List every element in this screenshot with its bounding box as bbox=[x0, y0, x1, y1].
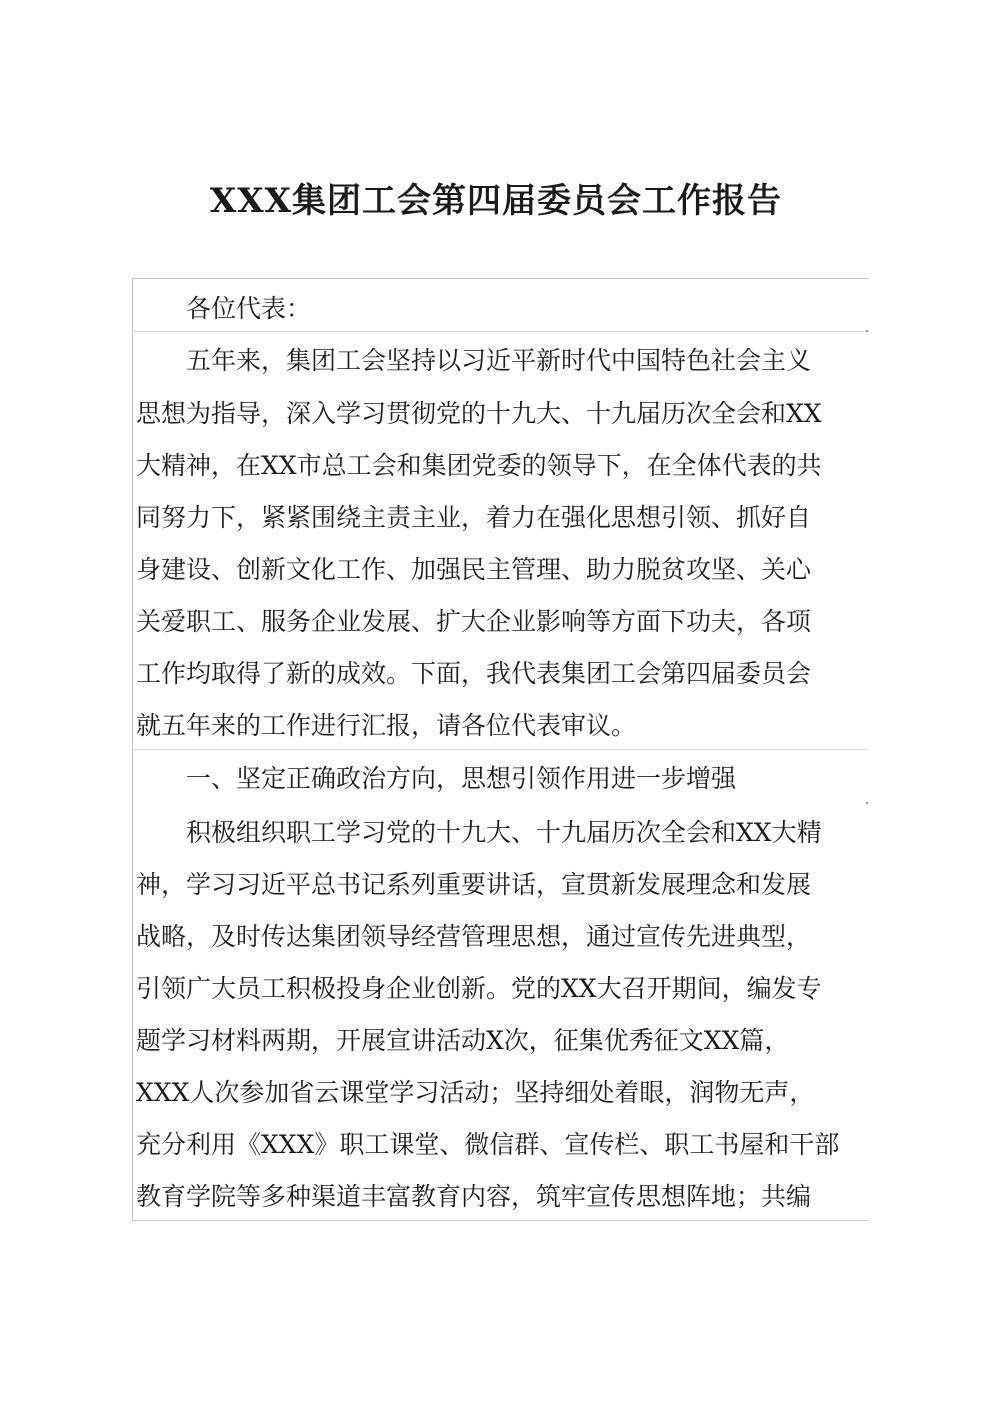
paragraph-line: 引领广大员工积极投身企业创新。党的XX大召开期间，编发专 bbox=[136, 974, 822, 1003]
paragraph-line: 题学习材料两期，开展宣讲活动X次，征集优秀征文XX篇， bbox=[136, 1026, 790, 1055]
section-heading: 一、坚定正确政治方向，思想引领作用进一步增强 bbox=[186, 764, 737, 793]
paragraph-line: 就五年来的工作进行汇报，请各位代表审议。 bbox=[136, 711, 637, 740]
paragraph-line: XXX人次参加省云课堂学习活动；坚持细处着眼，润物无声， bbox=[136, 1078, 815, 1107]
document-title: XXX集团工会第四届委员会工作报告 bbox=[209, 181, 783, 221]
paragraph-line: 思想为指导，深入学习贯彻党的十九大、十九届历次全会和XX bbox=[136, 399, 822, 428]
paragraph-line: 身建设、创新文化工作、加强民主管理、助力脱贫攻坚、关心 bbox=[136, 555, 812, 584]
frame-marker bbox=[866, 802, 868, 804]
paragraph-line: 充分利用《XXX》职工课堂、微信群、宣传栏、职工书屋和干部 bbox=[136, 1130, 840, 1159]
paragraph-line: 大精神，在XX市总工会和集团党委的领导下，在全体代表的共 bbox=[136, 451, 822, 480]
paragraph-line: 积极组织职工学习党的十九大、十九届历次全会和XX大精 bbox=[186, 818, 822, 847]
paragraph-line: 工作均取得了新的成效。下面，我代表集团工会第四届委员会 bbox=[136, 659, 812, 688]
paragraph-separator bbox=[132, 749, 869, 750]
paragraph-line: 关爱职工、服务企业发展、扩大企业影响等方面下功夫，各项 bbox=[136, 607, 812, 636]
paragraph-line: 战略，及时传达集团领导经营管理思想，通过宣传先进典型， bbox=[136, 922, 812, 951]
paragraph-line: 同努力下，紧紧围绕主责主业，着力在强化思想引领、抓好自 bbox=[136, 503, 812, 532]
frame-marker bbox=[866, 330, 868, 332]
paragraph-line: 教育学院等多种渠道丰富教育内容，筑牢宣传思想阵地；共编 bbox=[136, 1182, 812, 1211]
paragraph-line: 五年来，集团工会坚持以习近平新时代中国特色社会主义 bbox=[186, 346, 812, 375]
salutation-line: 各位代表： bbox=[186, 294, 312, 323]
paragraph-line: 神，学习习近平总书记系列重要讲话，宣贯新发展理念和发展 bbox=[136, 870, 812, 899]
